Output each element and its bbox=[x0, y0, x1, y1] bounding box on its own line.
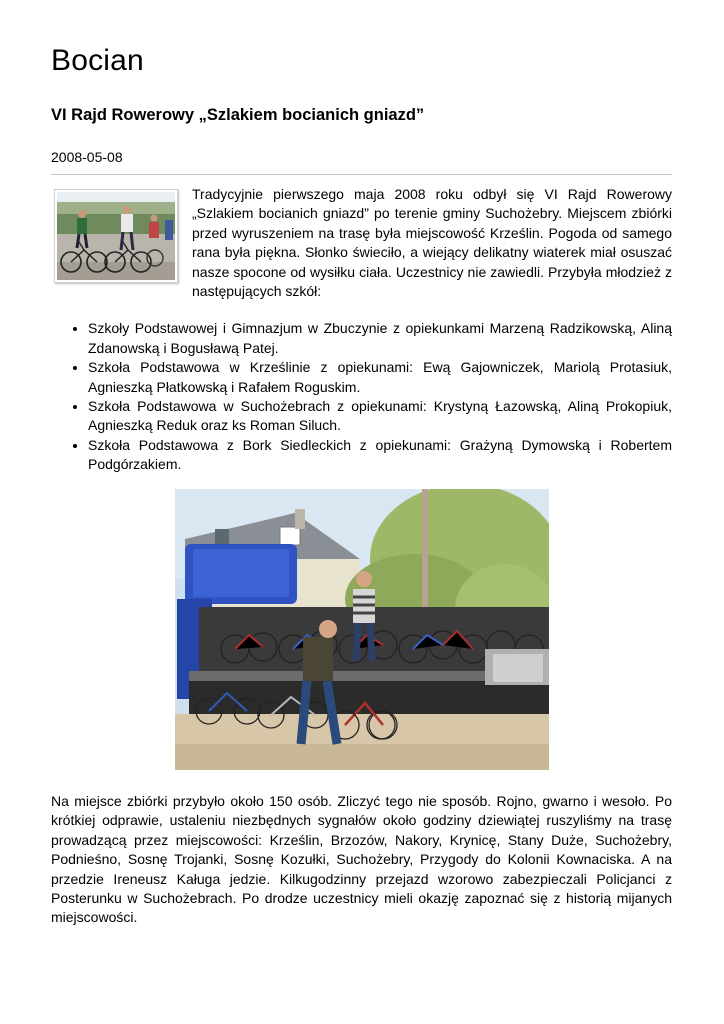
article-title[interactable]: VI Rajd Rowerowy „Szlakiem bocianich gniazd” bbox=[51, 106, 425, 124]
intro-paragraph: Tradycyjnie pierwszego maja 2008 roku odbył się VI Rajd Rowerowy „Szlakiem bocianich gniazd” po terenie gminy Suchożebry. Miejscem zbiórki przed wyruszeniem na trasę była miejscowość Krześlin. Pogoda od samego rana była piękna. Słonko świeciło, a wiejący delikatny wiaterek miał osuszać nasze spocone od wysiłku ciała. Uczestnicy nie zawiedli. Przybyła młodzież z następujących szkół: bbox=[192, 186, 672, 300]
schools-list bbox=[51, 319, 672, 474]
thumbnail-cyclists-photo[interactable] bbox=[54, 189, 178, 283]
bicycle-truck-photo[interactable] bbox=[175, 489, 549, 770]
bicycle-truck-photo-image bbox=[175, 489, 549, 770]
site-title[interactable]: Bocian bbox=[51, 44, 144, 77]
list-item: • Szkoła Podstawowa w Krześlinie z opiekunami: Ewą Gajowniczek, Mariolą Protasiuk, Agnieszką Płatkowską i Rafałem Roguskim. bbox=[88, 358, 672, 397]
cyclists-photo-image bbox=[57, 192, 175, 280]
list-item: • Szkoła Podstawowa z Bork Siedleckich z opiekunami: Grażyną Dymowską i Robertem Podgórzakiem. bbox=[88, 436, 672, 475]
article-date: 2008-05-08 bbox=[51, 149, 123, 165]
closing-paragraph: Na miejsce zbiórki przybyło około 150 osób. Zliczyć tego nie sposób. Rojno, gwarno i wesoło. Po krótkiej odprawie, ustaleniu niezbędnych sygnałów około godziny dziewiątej ruszyliśmy na trasę prowadzącą przez miejscowości: Krześlin, Brzozów, Nakory, Krynicę, Stany Duże, Suchożebry, Podnieśno, Sosnę Trojanki, Sosnę Kozułki, Suchożebry, Przygody do Kolonii Kownaciska. A na przedzie Ireneusz Kaługa jedzie. Kilkugodzinny przejazd wzorowo zabezpieczali Policjanci z Posterunku w Suchożebrach. Po drodze uczestnicy mieli okazję zapoznać się z historią mijanych miejscowości. bbox=[51, 793, 672, 926]
article-body bbox=[51, 185, 672, 475]
list-item: • Szkoła Podstawowa w Suchożebrach z opiekunami: Krystyną Łazowską, Aliną Prokopiuk, Agnieszką Reduk oraz ks Roman Siluch. bbox=[88, 397, 672, 436]
divider bbox=[51, 174, 672, 175]
list-item: • Szkoły Podstawowej i Gimnazjum w Zbuczynie z opiekunkami Marzeną Radzikowską, Aliną Zdanowską i Bogusławą Patej. bbox=[88, 319, 672, 358]
